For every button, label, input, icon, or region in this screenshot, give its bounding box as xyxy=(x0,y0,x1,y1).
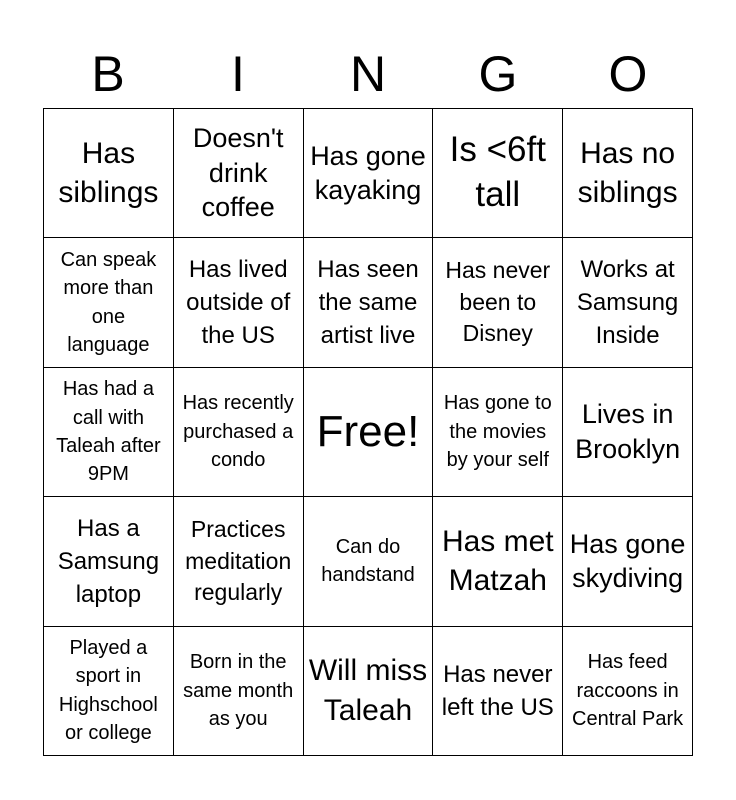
bingo-cell[interactable] xyxy=(563,497,693,626)
bingo-cell[interactable] xyxy=(433,238,563,367)
cell-text: Has feed raccoons in Central Park xyxy=(572,651,684,730)
cell-text: Has met Matzah xyxy=(441,524,554,598)
cell-text: Has siblings xyxy=(58,136,159,210)
bingo-cell[interactable] xyxy=(44,497,174,626)
bingo-cell[interactable] xyxy=(433,627,563,756)
bingo-cell[interactable] xyxy=(44,368,174,497)
bingo-header xyxy=(43,40,693,108)
bingo-cell[interactable] xyxy=(563,109,693,238)
bingo-cell[interactable] xyxy=(433,109,563,238)
cell-text: Has never left the US xyxy=(441,660,554,721)
cell-text: Has had a call with Taleah after 9PM xyxy=(56,378,161,486)
cell-text: Will miss Taleah xyxy=(308,654,428,727)
cell-text: Has never been to Disney xyxy=(445,256,551,347)
bingo-cell[interactable] xyxy=(563,368,693,497)
bingo-cell[interactable] xyxy=(304,238,434,367)
bingo-cell[interactable] xyxy=(433,497,563,626)
cell-text: Has gone kayaking xyxy=(310,140,426,206)
cell-text: Practices meditation regularly xyxy=(185,515,292,606)
bingo-card-grid xyxy=(43,108,693,756)
header-letter-b: B xyxy=(91,46,125,102)
cell-text: Has lived outside of the US xyxy=(186,255,291,350)
bingo-cell[interactable] xyxy=(44,109,174,238)
cell-text: Doesn't drink coffee xyxy=(192,123,284,223)
bingo-cell[interactable] xyxy=(174,627,304,756)
free-space-text: Free! xyxy=(316,407,420,457)
bingo-cell[interactable] xyxy=(44,627,174,756)
bingo-cell[interactable] xyxy=(304,627,434,756)
free-space-cell[interactable] xyxy=(304,368,434,497)
bingo-cell[interactable] xyxy=(174,497,304,626)
header-letter-i: I xyxy=(231,46,245,102)
bingo-cell[interactable] xyxy=(304,497,434,626)
cell-text: Born in the same month as you xyxy=(183,651,294,730)
cell-text: Can do handstand xyxy=(321,536,415,587)
cell-text: Works at Samsung Inside xyxy=(576,255,679,350)
cell-text: Has no siblings xyxy=(577,136,678,210)
bingo-cell[interactable] xyxy=(174,109,304,238)
bingo-cell[interactable] xyxy=(433,368,563,497)
bingo-cell[interactable] xyxy=(563,238,693,367)
cell-text: Played a sport in Highschool or college xyxy=(58,637,158,745)
cell-text: Has recently purchased a condo xyxy=(182,392,294,472)
cell-text: Lives in Brooklyn xyxy=(575,399,681,464)
cell-text: Has gone skydiving xyxy=(569,528,686,594)
bingo-cell[interactable] xyxy=(304,109,434,238)
cell-text: Can speak more than one language xyxy=(60,248,157,356)
header-letter-o: O xyxy=(608,46,648,102)
cell-text: Has a Samsung laptop xyxy=(57,514,160,608)
bingo-cell[interactable] xyxy=(44,238,174,367)
header-letter-n: N xyxy=(349,46,387,102)
header-letter-g: G xyxy=(478,46,518,102)
bingo-cell[interactable] xyxy=(174,238,304,367)
bingo-cell[interactable] xyxy=(563,627,693,756)
cell-text: Has gone to the movies by your self xyxy=(443,392,552,472)
cell-text: Is <6ft tall xyxy=(449,130,546,215)
bingo-cell[interactable] xyxy=(174,368,304,497)
cell-text: Has seen the same artist live xyxy=(317,255,419,350)
